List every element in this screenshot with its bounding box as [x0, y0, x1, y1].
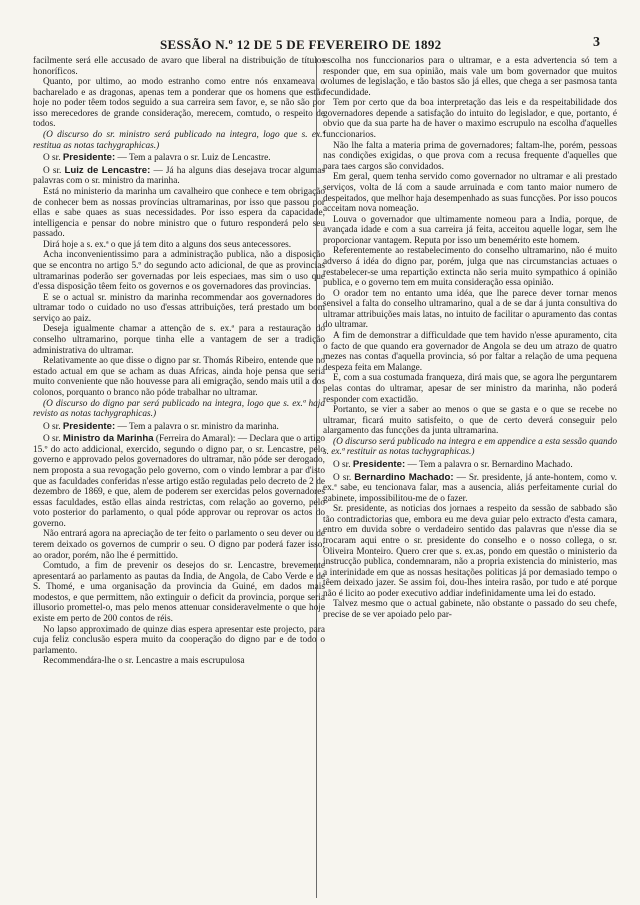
paragraph: Tem por certo que da boa interpretação das leis e da respeitabilidade dos governadores depende a satisfação do intuito do legislador, e que, portanto, é obvio que da sua parte ha de haver o maximo escrupulo na escolha d'aquelles funccionarios. — [323, 98, 617, 141]
speaker-name: Luiz de Lencastre: — [64, 164, 151, 176]
paragraph: escolha nos funccionarios para o ultramar, e a esta advertencia só tem a responder que, em sua opinião, mais vale um bom governador que muitos volumes de legislação, e tão bastos são já elles, que chega a ser pasmosa tanta fecundidade. — [323, 56, 617, 98]
speaker-prefix: O sr. — [43, 153, 61, 164]
paragraph: Em geral, quem tenha servido como governador no ultramar e ali prestado serviços, volta de lá com a saude arruinada e com tanto maior numero de despeitados, que melhor haja desempenhado as suas funcções. Por isso poucos acceitam nova nomeação. — [323, 172, 617, 215]
speaker-prefix: O sr. — [43, 434, 61, 445]
speech-text: — Tem a palavra o sr. Bernardino Machado. — [407, 459, 573, 470]
paragraph: facilmente será elle accusado de avaro que liberal na distribuição de títulos honoríficos. — [33, 56, 325, 77]
speaker-entry — [33, 422, 325, 433]
editorial-note: (O discurso do digno par será publicado na integra, logo que s. ex.ª haja revisto as notas tachygraphicas.) — [33, 398, 325, 420]
paragraph: E se o actual sr. ministro da marinha recommendar aos governadores do ultramar todo o cuidado no uso d'essas attribuições, terá prestado um bom serviço ao paiz. — [33, 292, 325, 324]
paragraph: Talvez mesmo que o actual gabinete, não obstante o passado do seu chefe, precise de se ver apoiado pelo par- — [323, 599, 617, 621]
speaker-prefix: O sr. — [43, 165, 62, 176]
speaker-name: Bernardino Machado: — [354, 471, 454, 483]
paragraph: A fim de demonstrar a difficuldade que tem havido n'esse apuramento, cita o facto de que quando era governador de Angola se deu um atrazo de quatro mezes nas contas d'aquella provincia, só por faltar a relação de uma pequena despeza feita em Malange. — [323, 331, 617, 373]
speaker-entry — [323, 473, 617, 505]
left-column — [33, 56, 325, 901]
speaker-entry — [33, 434, 325, 529]
paragraph: Louva o governador que ultimamente nomeou para a India, porque, de avançada idade e com a sua carreira já feita, acceitou aquelle logar, sem lhe proporcionar vantagem. Reputa por isso um benemérito este homem. — [323, 214, 617, 246]
paragraph: Comtudo, a fim de prevenir os desejos do sr. Lencastre, brevemente apresentará ao parlamento as pautas da India, de Angola, de Cabo Verde e de S. Thomé, e uma organisação da provincia da Guiné, em dados mais modestos, e que permittem, não extinguir o deficit da provincia, porque seria illusorio promettel-o, mas pelo menos attenuar consideravelmente o que hoje existe em perto de 200 contos de réis. — [33, 561, 325, 625]
paragraph: Está no ministerio da marinha um cavalheiro que conhece e tem obrigação de conhecer bem as nossas províncias ultramarinas, por isso que passou por ellas e sabe quaes as suas necessidades. Por isso espera da capacidade, intelligencia e pensar do nobre ministro que o futuro responderá pelo seu passado. — [33, 186, 325, 240]
speech-text: — Tem a palavra o sr. Luiz de Lencastre. — [117, 153, 271, 164]
speech-text: (Ferreira do Amaral): — Declara que o artigo 15.º do acto addicional, exercido, segundo o digno par, o sr. Lencastre, pelo governo e approvado pelos governadores do ultramar, não póde ser derogado, nem proposta a sua revogação pelo governo, com o vindo lembrar a par d'isto que as faculdades conferidas n'esse artigo estão reguladas pelo decreto de 2 de dezembro de 1869, e que, alem de poderem ser exercidas pelos governadores essas faculdades, estão ellas ainda restrictas, com relação ao governo, pelo voto posterior do parlamento, o qual póde approvar ou reprovar os actos do governo. — [33, 434, 325, 529]
paragraph: Sr. presidente, as noticias dos jornaes a respeito da sessão de sabbado são tão contradictorias que, embora eu me deva guiar pelo extracto d'esta camara, entro em duvida sobre o verdadeiro sentido das palavras que n'esse dia se trocaram aqui entre o sr. presidente do conselho e o nosso collega, o sr. Oliveira Monteiro. Quero crer que s. ex.as, pondo em questão o ministerio da instrucção publica, condemnaram, não a propria existencia do ministerio, mas a interinidade em que as nossas hesitações politicas já por demasiado tempo o têem deixado jazer. Se assim foi, dou-lhes inteira rasão, por tudo e até porque não é licito ao poder executivo addiar indefinidamente uma lei do estado. — [323, 504, 617, 599]
editorial-note: (O discurso será publicado na integra e em appendice a esta sessão quando s. ex.ª restituir as notas tachygraphicas.) — [323, 436, 617, 458]
speaker-entry — [33, 166, 325, 187]
speaker-prefix: O sr. — [333, 459, 351, 470]
paragraph: Quanto, por ultimo, ao modo estranho como entre nós enxameava o bacharelado e as dragonas, apenas tem a ponderar que os homens que estão hoje no poder têem todos seguido a sua carreira sem favor, e, se não são por isso merecedores de grande consideração, merecem, comtudo, o respeito de todos. — [33, 77, 325, 130]
paragraph: Acha inconvenientissimo para a administração publica, não a disposição que se encontra no artigo 5.º do segundo acto adicional, de que as provincias ultramarinas poderão ser governadas por leis especiaes, mas sim o uso que d'essa disposição têem feito os governos e os governadores das provincias. — [33, 250, 325, 293]
speaker-prefix: O sr. — [333, 472, 352, 483]
paragraph: Referentemente ao restabelecimento do conselho ultramarino, não é muito adverso á idéa do digno par, porém, julga que nas circumstancias actuaes o restabelecer-se uma repartição extincta não seria muito sympathico á opinião publica, e o governo tem em muita consideração essa opinião. — [323, 246, 617, 289]
paragraph: Dirá hoje a s. ex.ª o que já tem dito a alguns dos seus antecessores. — [43, 239, 292, 250]
speaker-name: Presidente: — [62, 152, 116, 164]
speaker-entry — [33, 153, 325, 164]
paragraph: Deseja igualmente chamar a attenção de s. ex.ª para a restauração do conselho ultramarino, porque tinha elle a vantagem de ser a tradição administrativa do ultramar. — [33, 324, 325, 356]
paragraph: Portanto, se vier a saber ao menos o que se gasta e o que se recebe no ultramar, ficará muito satisfeito, o que de certo deverá conseguir pelo alargamento das funcções da junta ultramarina. — [323, 405, 617, 437]
speaker-name: Presidente: — [62, 420, 116, 432]
page-number: 3 — [593, 35, 600, 50]
paragraph: Relativamente ao que disse o digno par sr. Thomás Ribeiro, entende que no estado actual em que se acham as duas Africas, ainda hoje pensa que seria muito conveniente que não houvesse para ali emigração, sendo mais util a dos colonos, porquanto o branco não póde trabalhar no ultramar. — [33, 356, 325, 398]
paragraph: No lapso approximado de quinze dias espera apresentar este projecto, para cuja feliz conclusão espera muito da cooperação do digno par e de todo o parlamento. — [33, 624, 325, 656]
speech-text: — Já ha alguns dias desejava trocar algumas palavras com o sr. ministro da marinha. — [33, 165, 325, 187]
paragraph: Recommendára-lhe o sr. Lencastre a mais escrupulosa — [43, 656, 245, 667]
page-title: SESSÃO N.º 12 DE 5 DE FEVEREIRO DE 1892 — [160, 37, 442, 52]
paragraph: Não lhe falta a materia prima de governadores; faltam-lhe, porém, pessoas nas condições exigidas, o que prova com a recusa frequente d'aquelles que para taes cargos são convidados. — [323, 140, 617, 172]
paragraph: E, com a sua costumada franqueza, dirá mais que, se agora lhe perguntarem pelas contas do ultramar, apesar de ser ministro da marinha, não poderá responder com exactidão. — [323, 373, 617, 405]
paragraph: O orador tem no entanto uma idéa, que lhe parece dever tornar menos sensivel a falta do conselho ultramarino, qual a de se dar á junta consultiva do ultramar attribuições mais latas, no intuito de facilitar o apuramento das contas do ultramar. — [323, 288, 617, 331]
speaker-name: Presidente: — [352, 458, 406, 470]
speaker-prefix: O sr. — [43, 421, 61, 432]
page-header — [0, 37, 640, 53]
right-column — [323, 56, 617, 901]
speaker-name: Ministro da Marinha — [62, 433, 154, 445]
speaker-entry — [323, 460, 617, 471]
speech-text: — Sr. presidente, já ante-hontem, como v. ex.ª sabe, eu tencionava falar, mas a ausencia, aliás perfeitamente curial do gabinete, impossibilitou-me de o fazer. — [323, 472, 617, 504]
editorial-note: (O discurso do sr. ministro será publicado na integra, logo que s. ex.ª restitua as notas tachygraphicas.) — [33, 130, 325, 151]
speech-text: — Tem a palavra o sr. ministro da marinha. — [117, 421, 279, 432]
paragraph: Não entrará agora na apreciação de ter feito o parlamento o seu dever ou de terem deixado os governos de cumprir o seu. O digno par poderá fazer isso; ao orador, porém, não lhe é permittido. — [33, 529, 325, 561]
